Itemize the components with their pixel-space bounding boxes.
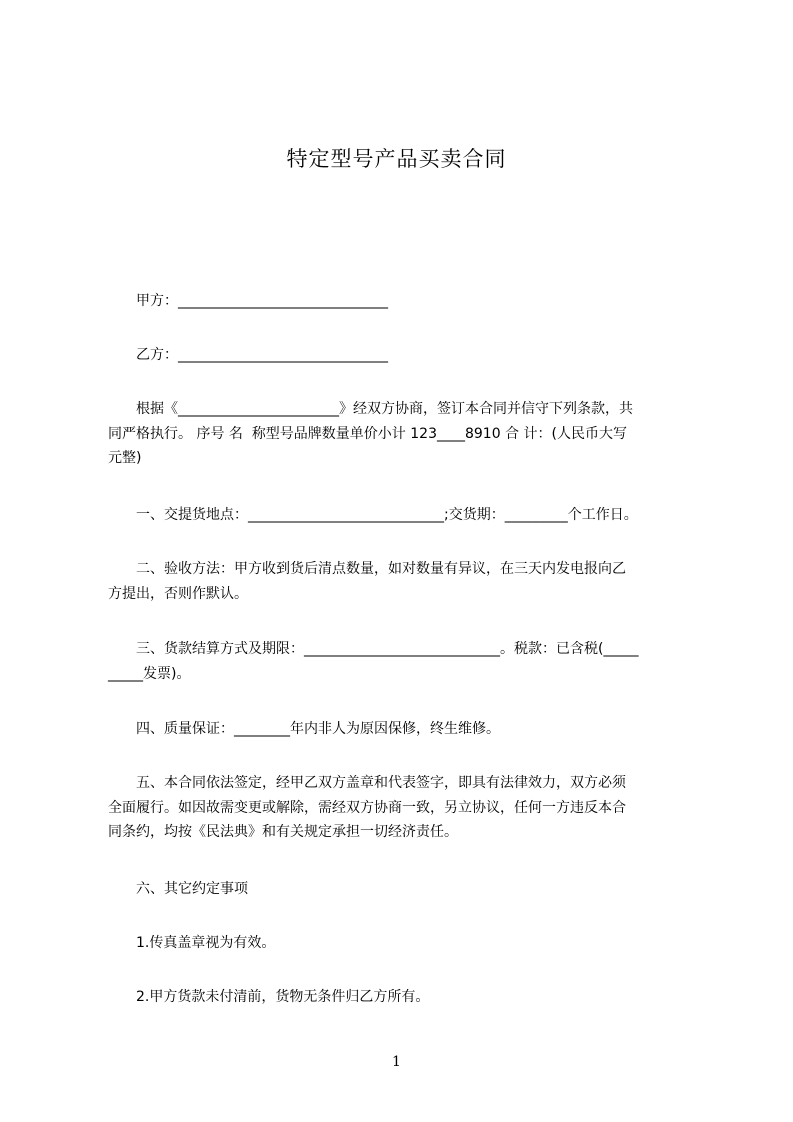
preamble-paragraph: 根据《_______________________》经双方协商，签订本合同并信守下列条款，共 同严格执行。 序号 名 称型号品牌数量单价小计 123____8910 合 计：(人民币大写 元整) (108, 401, 633, 466)
party-b-line: 乙方：______________________________ (108, 347, 388, 363)
document-title: 特定型号产品买卖合同 (286, 147, 507, 171)
clause-6-other-terms: 六、其它约定事项 (108, 881, 248, 897)
item-2-ownership: 2.甲方货款未付清前，货物无条件归乙方所有。 (108, 989, 430, 1005)
clause-5-effect: 五、本合同依法签定，经甲乙双方盖章和代表签字，即具有法律效力，双方必须 全面履行。如因故需变更或解除，需经双方协商一致，另立协议，任何一方违反本合 同条约，均按《民法典》和有关规定承担一切经济责任。 (108, 775, 626, 840)
clause-3-payment: 三、货款结算方式及期限：____________________________。税款：已含税(_____ _____发票)。 (108, 641, 639, 682)
party-a-line: 甲方：______________________________ (108, 293, 388, 309)
clause-2-acceptance: 二、验收方法：甲方收到货后清点数量，如对数量有异议，在三天内发电报向乙 方提出，否则作默认。 (108, 561, 626, 602)
item-1-fax: 1.传真盖章视为有效。 (108, 935, 276, 951)
clause-1-delivery: 一、交提货地点：____________________________;交货期：_________个工作日。 (108, 507, 638, 523)
page-number: 1 (392, 1054, 401, 1070)
clause-4-warranty: 四、质量保证：________年内非人为原因保修，终生维修。 (108, 721, 500, 737)
